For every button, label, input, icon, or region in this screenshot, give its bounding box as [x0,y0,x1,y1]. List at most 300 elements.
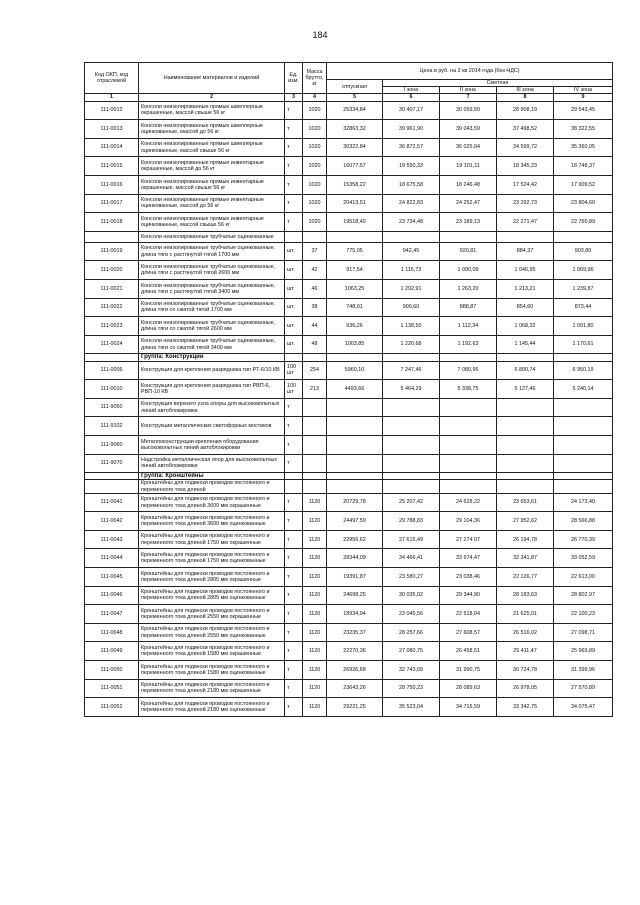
table-row [85,398,613,417]
row-code: 111-0050 [85,661,139,680]
row-mass [303,398,327,417]
row-zone3-price: 26 516,02 [497,623,554,642]
row-zone4-price: 22 760,89 [554,213,613,232]
table-row [85,317,613,336]
subheader-row [85,480,613,493]
row-code: 111-9060 [85,435,139,454]
row-release-price: 20729,78 [327,493,383,512]
row-unit: т [285,679,303,698]
row-zone2-price [440,435,497,454]
group-row [85,473,613,480]
row-mass: 1020 [303,157,327,176]
row-name: Конструкция для крепления разрядника тип РТ-6/10 КВ [139,361,285,380]
zone4-header: IV зона [554,87,613,94]
row-release-price: 25334,84 [327,101,383,120]
row-release-price [327,231,383,242]
row-name: Консоли неизолированные трубчатые оцинкованные, длина тяги со сжатой тягой 1700 мм [139,298,285,317]
row-release-price: 1003,85 [327,335,383,354]
row-name: Кронштейны для подвески проводов постоянного и переменного тока длиной [139,480,285,493]
row-zone1-price: 1 292,91 [383,279,440,298]
row-zone1-price: 23 580,27 [383,568,440,587]
row-unit: т [285,175,303,194]
row-zone3-price: 884,37 [497,242,554,261]
row-zone2-price: 27 608,57 [440,623,497,642]
row-release-price [327,435,383,454]
row-zone2-price: 1 192,63 [440,335,497,354]
table-row [85,549,613,568]
row-mass: 1120 [303,623,327,642]
row-zone4-price: 27 098,71 [554,623,613,642]
row-zone3-price: 27 952,62 [497,512,554,531]
row-zone4-price [554,454,613,473]
table-row [85,454,613,473]
row-zone1-price [383,417,440,436]
row-name: Кронштейны для подвески проводов постоянного и переменного тока длиной 1580 мм оцинкованные [139,661,285,680]
col-code-header: Код ОКП, код отраслевой [85,63,139,94]
row-zone1-price: 28 750,23 [383,679,440,698]
row-zone3-price: 22 126,77 [497,568,554,587]
row-code: 111-0006 [85,361,139,380]
row-unit: т [285,661,303,680]
row-mass: 1120 [303,568,327,587]
row-name: Кронштейны для подвески проводов постоянного и переменного тока длиной 2805 мм оцинкованные [139,586,285,605]
row-release-price [327,473,383,480]
row-mass: 1120 [303,586,327,605]
row-zone1-price [383,473,440,480]
zone3-header: III зона [497,87,554,94]
row-zone2-price: 888,87 [440,298,497,317]
row-release-price: 5960,10 [327,361,383,380]
row-release-price: 1063,25 [327,279,383,298]
row-mass: 1120 [303,530,327,549]
row-zone3-price [497,417,554,436]
row-zone1-price: 25 207,42 [383,493,440,512]
table-row [85,279,613,298]
row-zone3-price: 1 068,32 [497,317,554,336]
row-release-price: 23643,26 [327,679,383,698]
row-unit: т [285,157,303,176]
row-zone1-price: 29 788,83 [383,512,440,531]
row-zone2-price: 23 189,13 [440,213,497,232]
row-mass: 38 [303,298,327,317]
row-unit: т [285,417,303,436]
table-row [85,586,613,605]
row-mass: 1120 [303,605,327,624]
row-zone2-price: 26 458,51 [440,642,497,661]
row-zone4-price: 24 173,40 [554,493,613,512]
row-release-price: 24497,59 [327,512,383,531]
row-unit [285,480,303,493]
row-zone2-price: 19 101,11 [440,157,497,176]
row-zone4-price: 35 360,05 [554,138,613,157]
row-zone4-price: 1 239,87 [554,279,613,298]
row-zone3-price: 1 213,21 [497,279,554,298]
row-zone4-price: 22 613,00 [554,568,613,587]
row-mass [303,417,327,436]
row-release-price: 16077,57 [327,157,383,176]
row-name: Надстройка металлическая опор для высоковольтных линий автоблокировки [139,454,285,473]
row-unit: т [285,435,303,454]
row-zone4-price [554,398,613,417]
row-zone1-price: 909,60 [383,298,440,317]
row-zone3-price [497,480,554,493]
zone1-header: I зона [383,87,440,94]
table-row [85,335,613,354]
table-row [85,605,613,624]
row-release-price: 23235,37 [327,623,383,642]
row-zone4-price: 6 950,19 [554,361,613,380]
row-zone2-price: 31 990,75 [440,661,497,680]
row-mass [303,480,327,493]
row-release-price: 18934,94 [327,605,383,624]
row-code: 111-0042 [85,512,139,531]
row-code [85,473,139,480]
row-release-price: 26926,68 [327,661,383,680]
row-zone2-price: 1 263,20 [440,279,497,298]
row-mass: 1120 [303,512,327,531]
row-mass: 1020 [303,120,327,139]
row-zone4-price: 1 091,80 [554,317,613,336]
row-zone4-price [554,435,613,454]
table-row [85,661,613,680]
row-mass: 1020 [303,138,327,157]
row-unit: т [285,194,303,213]
estimate-header: Сметная [383,80,613,87]
row-zone4-price: 873,44 [554,298,613,317]
row-zone3-price [497,398,554,417]
row-zone4-price [554,417,613,436]
row-name: Консоли неизолированные прямые швеллерные окрашенные, массой свыше 56 кг [139,101,285,120]
table-row [85,101,613,120]
row-zone4-price [554,354,613,361]
row-zone3-price: 854,60 [497,298,554,317]
row-zone3-price: 37 498,52 [497,120,554,139]
row-unit: т [285,586,303,605]
table-row [85,417,613,436]
row-zone1-price [383,435,440,454]
row-zone4-price: 28 566,88 [554,512,613,531]
row-release-price: 22956,62 [327,530,383,549]
row-name: Кронштейны для подвески проводов постоянного и переменного тока длиной 3600 мм оцинкованные [139,512,285,531]
row-mass: 1020 [303,194,327,213]
row-mass: 44 [303,317,327,336]
row-zone4-price: 38 322,55 [554,120,613,139]
row-mass [303,354,327,361]
row-name: Кронштейны для подвески проводов постоянного и переменного тока длиной 1750 мм окрашенные [139,530,285,549]
row-code: 111-0015 [85,157,139,176]
row-code: 111-0021 [85,279,139,298]
row-zone1-price: 1 220,68 [383,335,440,354]
row-release-price: 936,26 [327,317,383,336]
row-zone1-price: 942,45 [383,242,440,261]
row-zone2-price [440,354,497,361]
row-zone1-price: 27 080,75 [383,642,440,661]
column-index: 1 [85,94,139,101]
row-release-price: 748,01 [327,298,383,317]
row-zone1-price: 19 550,33 [383,157,440,176]
row-zone1-price: 24 822,83 [383,194,440,213]
row-release-price: 917,54 [327,261,383,280]
row-zone3-price: 26 978,05 [497,679,554,698]
subheader-row [85,231,613,242]
row-name: Консоли неизолированные прямые швеллерные оцинкованные, массой до 56 кг [139,120,285,139]
row-zone3-price: 34 599,72 [497,138,554,157]
row-name: Консоли неизолированные прямые инвентарные окрашенные, массой до 56 кг [139,157,285,176]
row-zone2-price: 34 715,59 [440,698,497,717]
group-row [85,354,613,361]
column-index: 7 [440,94,497,101]
row-unit [285,473,303,480]
row-zone1-price: 30 035,02 [383,586,440,605]
row-mass: 1120 [303,679,327,698]
row-zone4-price: 28 802,97 [554,586,613,605]
table-row [85,213,613,232]
table-row [85,138,613,157]
row-zone3-price: 1 046,95 [497,261,554,280]
row-zone2-price [440,417,497,436]
row-unit: 100 шт [285,380,303,399]
row-zone1-price: 1 138,50 [383,317,440,336]
row-zone1-price: 39 961,90 [383,120,440,139]
column-index: 3 [285,94,303,101]
row-zone2-price [440,231,497,242]
row-release-price [327,480,383,493]
table-row [85,512,613,531]
row-release-price: 22270,36 [327,642,383,661]
column-index-row [85,94,613,101]
row-zone1-price: 34 466,41 [383,549,440,568]
row-zone3-price: 32 341,87 [497,549,554,568]
row-unit: 100 шт [285,361,303,380]
row-name: Группа: Конструкции [139,354,285,361]
row-zone2-price [440,473,497,480]
row-zone1-price: 30 407,17 [383,101,440,120]
row-zone3-price: 33 342,75 [497,698,554,717]
row-release-price: 15358,22 [327,175,383,194]
col-unit-header: Ед. изм. [285,63,303,94]
row-zone2-price: 18 246,48 [440,175,497,194]
row-unit: т [285,138,303,157]
row-code: 111-0010 [85,380,139,399]
row-zone1-price [383,454,440,473]
row-code: 111-0046 [85,586,139,605]
table-row [85,679,613,698]
row-name: Консоли неизолированные трубчатые оцинкованные, длина тяги с растянутой тягой 3400 мм [139,279,285,298]
row-code: 111-9050 [85,398,139,417]
row-zone1-price: 5 464,29 [383,380,440,399]
column-index: 6 [383,94,440,101]
row-zone4-price: 26 770,39 [554,530,613,549]
row-name: Конструкция для крепления разрядника тип РВП-6, РВП-10 КВ [139,380,285,399]
row-zone3-price [497,354,554,361]
row-zone4-price: 25 969,89 [554,642,613,661]
row-unit: т [285,493,303,512]
row-code: 111-0051 [85,679,139,698]
row-zone2-price [440,398,497,417]
row-name: Консоли неизолированные трубчатые оцинкованные, длина тяги с растянутой тягой 1700 мм [139,242,285,261]
row-code: 111-0016 [85,175,139,194]
row-zone2-price: 23 038,46 [440,568,497,587]
row-zone2-price [440,454,497,473]
row-zone4-price [554,231,613,242]
row-release-price [327,417,383,436]
row-code: 111-0024 [85,335,139,354]
row-zone4-price: 903,80 [554,242,613,261]
row-zone1-price [383,354,440,361]
row-zone4-price: 1 069,96 [554,261,613,280]
row-name: Консоли неизолированные прямые инвентарные окрашенные, массой свыше 56 кг [139,175,285,194]
row-zone4-price: 17 909,52 [554,175,613,194]
row-name: Кронштейны для подвески проводов постоянного и переменного тока длиной 2180 мм окрашенные [139,679,285,698]
row-code: 111-0018 [85,213,139,232]
row-code: 111-0049 [85,642,139,661]
row-release-price [327,454,383,473]
row-name: Консоли неизолированные трубчатые оцинкованные, длина тяги со сжатой тягой 3400 мм [139,335,285,354]
row-release-price: 24698,25 [327,586,383,605]
table-row [85,175,613,194]
row-zone3-price: 25 411,47 [497,642,554,661]
row-unit: т [285,623,303,642]
row-mass: 1120 [303,698,327,717]
row-mass: 1120 [303,661,327,680]
row-zone3-price [497,435,554,454]
row-name: Кронштейны для подвески проводов постоянного и переменного тока длиной 2550 мм оцинкованные [139,623,285,642]
row-unit: т [285,549,303,568]
table-row [85,530,613,549]
row-zone2-price: 5 338,75 [440,380,497,399]
row-zone3-price [497,231,554,242]
row-zone3-price: 26 194,78 [497,530,554,549]
row-code: 111-0020 [85,261,139,280]
row-zone3-price: 18 345,23 [497,157,554,176]
row-unit: т [285,213,303,232]
row-name: Металлоконструкции крепления оборудования высоковольтных линий автоблокировки [139,435,285,454]
page-number: 184 [312,30,328,40]
row-code [85,354,139,361]
row-name: Консоли неизолированные трубчатые оцинкованные, длина тяги с растянутой тягой 2600 мм [139,261,285,280]
table-row [85,623,613,642]
row-zone2-price: 1 112,34 [440,317,497,336]
row-release-price: 20413,51 [327,194,383,213]
row-release-price: 19518,49 [327,213,383,232]
table-body [85,101,613,716]
row-unit [285,231,303,242]
row-zone3-price: 23 653,61 [497,493,554,512]
row-zone3-price: 30 724,78 [497,661,554,680]
row-zone1-price: 23 045,56 [383,605,440,624]
row-name: Кронштейны для подвески проводов постоянного и переменного тока длиной 1750 мм оцинкованные [139,549,285,568]
row-zone3-price: 21 625,01 [497,605,554,624]
row-zone1-price [383,231,440,242]
row-code: 111-0017 [85,194,139,213]
row-code: 111-0012 [85,101,139,120]
row-name: Кронштейны для подвески проводов постоянного и переменного тока длиной 2805 мм окрашенные [139,568,285,587]
row-mass: 213 [303,380,327,399]
row-release-price [327,354,383,361]
row-code [85,480,139,493]
row-zone3-price: 5 127,46 [497,380,554,399]
row-code: 111-0022 [85,298,139,317]
row-mass: 1120 [303,642,327,661]
row-mass: 37 [303,242,327,261]
row-code: 111-0043 [85,530,139,549]
row-code [85,231,139,242]
row-code: 111-9102 [85,417,139,436]
row-name: Кронштейны для подвески проводов постоянного и переменного тока длиной 3600 мм окрашенные [139,493,285,512]
row-unit: шт. [285,242,303,261]
row-name: Консоли неизолированные трубчатые оцинкованные, длина тяги со сжатой тягой 2600 мм [139,317,285,336]
row-zone4-price: 23 804,60 [554,194,613,213]
row-mass: 1020 [303,175,327,194]
row-zone3-price: 22 271,47 [497,213,554,232]
row-unit: т [285,398,303,417]
row-zone1-price [383,480,440,493]
row-zone1-price: 1 115,73 [383,261,440,280]
row-mass: 1120 [303,493,327,512]
row-code: 111-0048 [85,623,139,642]
row-zone1-price: 7 247,46 [383,361,440,380]
row-release-price: 28344,09 [327,549,383,568]
row-zone2-price: 22 518,04 [440,605,497,624]
table-row [85,380,613,399]
row-zone1-price [383,398,440,417]
price-table [84,62,613,717]
row-mass: 46 [303,279,327,298]
row-zone4-price: 22 100,23 [554,605,613,624]
row-zone3-price: 28 908,19 [497,101,554,120]
row-zone4-price [554,473,613,480]
row-unit: т [285,605,303,624]
row-mass: 1020 [303,101,327,120]
row-unit: т [285,530,303,549]
row-code: 111-0013 [85,120,139,139]
row-name: Консоли неизолированные прямые инвентарные оцинкованные, массой до 56 кг [139,194,285,213]
row-unit: т [285,642,303,661]
row-zone3-price [497,473,554,480]
table-row [85,298,613,317]
row-unit: шт. [285,279,303,298]
row-zone2-price: 7 080,96 [440,361,497,380]
table-row [85,120,613,139]
row-zone4-price: 18 748,37 [554,157,613,176]
row-code: 111-0019 [85,242,139,261]
row-name: Кронштейны для подвески проводов постоянного и переменного тока длиной 1580 мм окрашенные [139,642,285,661]
row-zone2-price: 1 090,09 [440,261,497,280]
row-zone2-price: 29 104,36 [440,512,497,531]
row-code: 111-0041 [85,493,139,512]
row-mass [303,473,327,480]
row-zone2-price: 24 628,22 [440,493,497,512]
row-unit: шт. [285,317,303,336]
row-zone2-price: 28 089,63 [440,679,497,698]
column-index: 5 [327,94,383,101]
row-zone1-price: 32 743,09 [383,661,440,680]
row-zone2-price: 24 252,47 [440,194,497,213]
row-zone3-price: 28 183,63 [497,586,554,605]
row-mass: 42 [303,261,327,280]
row-zone1-price: 35 523,04 [383,698,440,717]
row-release-price [327,398,383,417]
row-name: Группа: Кронштейны [139,473,285,480]
row-zone4-price: 34 075,47 [554,698,613,717]
row-release-price: 19391,87 [327,568,383,587]
row-code: 111-0023 [85,317,139,336]
table-row [85,568,613,587]
col-release-header: отпускная [327,80,383,94]
row-unit: т [285,454,303,473]
row-unit [285,354,303,361]
row-release-price: 30322,84 [327,138,383,157]
